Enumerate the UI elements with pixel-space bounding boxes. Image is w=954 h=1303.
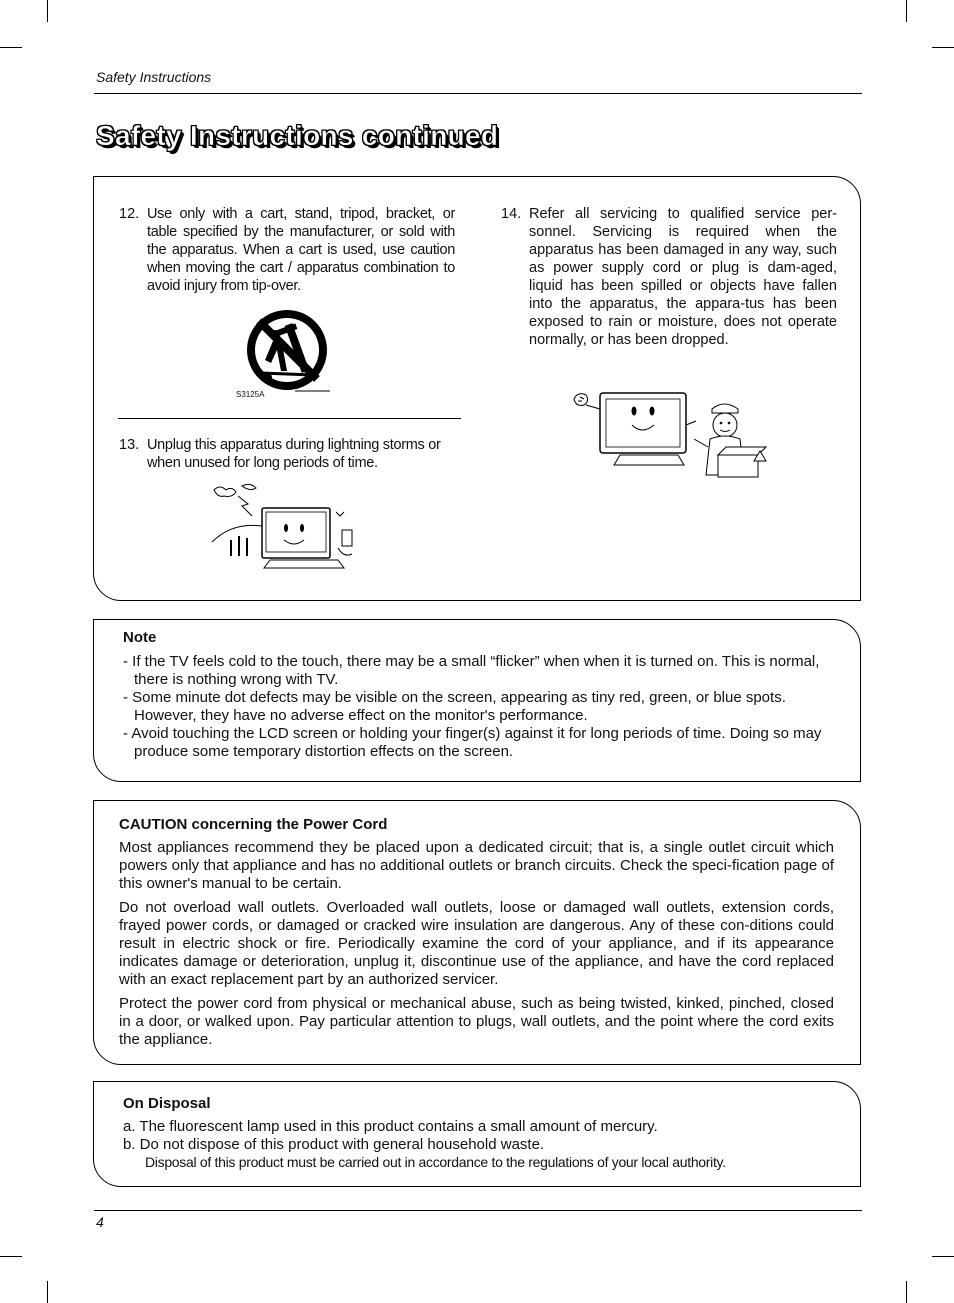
page-number: 4 — [96, 1214, 104, 1230]
disposal-item-a: a. The fluorescent lamp used in this product contains a small amount of mercury. — [123, 1118, 658, 1135]
cart-symbol-label: S3125A — [236, 390, 265, 399]
item-number: 14. — [501, 206, 522, 222]
item-text: Use only with a cart, stand, tripod, bracket, or table specified by the manufacturer, or sold with the apparatus. When a cart is used, use caution when moving the cart / apparatus combination to avoid injury from tip-over. — [147, 206, 455, 294]
crop-mark — [932, 47, 954, 48]
page-title: Safety Instructions continued — [96, 120, 499, 151]
running-header: Safety Instructions — [96, 69, 212, 85]
crop-mark — [906, 1281, 907, 1303]
disposal-item-b: b. Do not dispose of this product with general household waste. — [123, 1136, 545, 1153]
caution-title: CAUTION concerning the Power Cord — [119, 816, 388, 833]
crop-mark — [0, 1256, 22, 1257]
crop-mark — [906, 0, 907, 22]
caution-paragraph: Do not overload wall outlets. Overloaded wall outlets, loose or damaged wall outlets, extension cords, frayed power cords, or damaged or cracked wire insulation are dangerous. Any of these con-ditions could result in electric shock or fire. Periodically examine the cord of your appliance, and if its appearance indicates damage or deterioration, unplug it, discontinue use of the appliance, and have the cord replaced with an exact replacement part by an authorized servicer. — [119, 899, 834, 988]
item-text: Unplug this apparatus during lightning storms or when unused for long periods of time. — [147, 437, 441, 471]
disposal-item-b-detail: Disposal of this product must be carried out in accordance to the regulations of your local authority. — [145, 1154, 726, 1170]
instruction-item-14 — [501, 205, 837, 349]
caution-paragraph: Most appliances recommend they be placed upon a dedicated circuit; that is, a single outlet circuit which powers only that appliance and has no additional outlets or branch circuits. Check the speci-fication page of this owner's manual to be certain. — [119, 839, 834, 892]
disposal-title: On Disposal — [123, 1095, 211, 1112]
note-list — [123, 653, 833, 761]
crop-mark — [47, 1281, 48, 1303]
crop-mark — [47, 0, 48, 22]
item-number: 12. — [119, 206, 140, 222]
caution-body — [119, 839, 834, 1055]
cart-tip-over-warning-icon — [235, 305, 335, 400]
crop-mark — [0, 47, 22, 48]
instruction-item-13 — [119, 436, 455, 472]
instruction-item-12 — [119, 205, 455, 295]
item-separator — [118, 418, 461, 419]
item-text: Refer all servicing to qualified service per-sonnel. Servicing is required when the apparatus has been damaged in any way, such as power supply cord or plug is dam-aged, liquid has been spilled or objects have fallen into the apparatus, the appara-tus has been exposed to rain or moisture, does not operate normally, or has been dropped. — [529, 206, 837, 348]
header-rule — [94, 93, 862, 94]
item-number: 13. — [119, 437, 140, 453]
note-title: Note — [123, 629, 157, 646]
service-technician-illustration-icon — [568, 385, 778, 485]
note-item: - Avoid touching the LCD screen or holding your finger(s) against it for long periods of time. Doing so may produce some temporary distortion effects on the screen. — [123, 725, 822, 760]
footer-rule — [94, 1210, 862, 1211]
note-item: - If the TV feels cold to the touch, there may be a small “flicker” when when it is turned on. This is normal, there is nothing wrong with TV. — [123, 653, 820, 688]
note-item: - Some minute dot defects may be visible on the screen, appearing as tiny red, green, or blue spots. However, they have no adverse effect on the monitor's performance. — [123, 689, 786, 724]
lightning-unplug-illustration-icon — [210, 482, 360, 582]
caution-paragraph: Protect the power cord from physical or mechanical abuse, such as being twisted, kinked, pinched, closed in a door, or walked upon. Pay particular attention to plugs, wall outlets, and the point where the cord exits the appliance. — [119, 995, 834, 1048]
crop-mark — [932, 1256, 954, 1257]
